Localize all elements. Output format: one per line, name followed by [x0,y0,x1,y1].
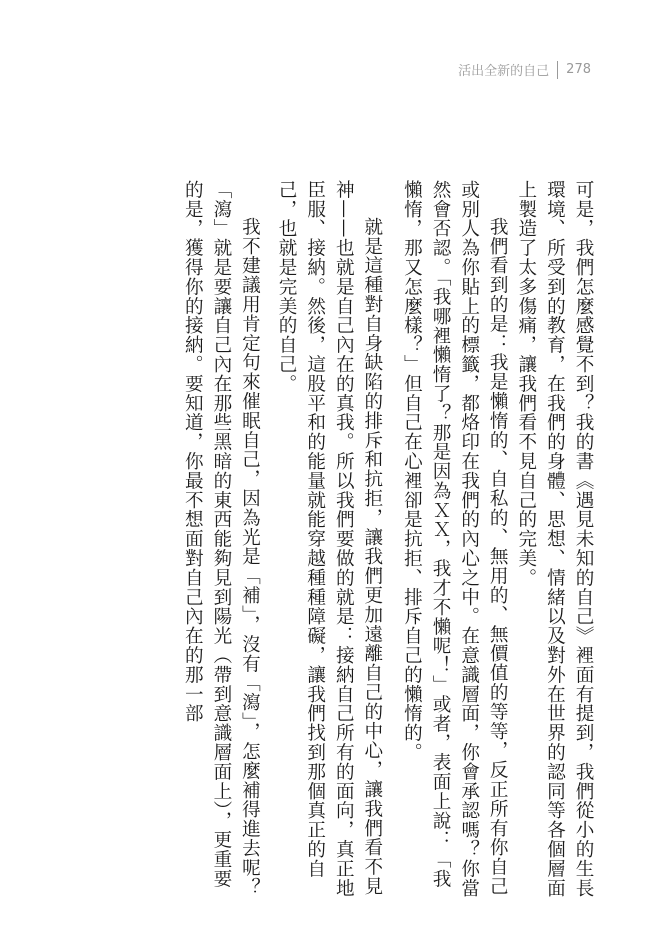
chapter-title: 活出全新的自己 [458,64,550,79]
page-number: 278 [566,62,591,77]
paragraph: 我不建議用肯定句來催眠自己，因為光是「補」，沒有「瀉」，怎麼補得進去呢？「瀉」就是要讓自己內在那些黑暗的東西能夠見到陽光（帶到意識層面上），更重要的是，獲得你的接納。要知道，你最不想面對自己內在的那一部 [182,180,261,897]
paragraph: 我們看到的是：我是懶惰的、自私的、無用的、無價值的等等，反正所有你自己或別人為你貼上的標籤，都烙印在我們的內心之中。在意識層面，你會承認嗎？你當然會否認。「我哪裡懶惰了？那是因為ＸＸ，我才不懶呢！」或者，表面上說：「我懶惰，那又怎麼樣？」但自己在心裡卻是抗拒、排斥自己的懶惰的。 [401,180,509,898]
paragraph: 可是，我們怎麼感覺不到？我的書《遇見未知的自己》裡面有提到，我們從小的生長環境、所受到的教育，在我們的身體、思想、情緒以及對外在世界的認同等各個層面上製造了太多傷痛，讓我們看不見自己的完美。 [515,180,594,898]
body-text [77,180,597,900]
paragraph: 就是這種對自身缺陷的排斥和抗拒，讓我們更加遠離自己的中心，讓我們看不見神——也就是自己內在的真我。所以我們要做的就是：接納自己所有的面向，真正地臣服、接納。然後，這股平和的能量就能穿越種種障礙，讓我們找到那個真正的自己，也就是完美的自己。 [276,180,383,898]
header-divider [557,61,558,79]
running-head [458,60,591,79]
